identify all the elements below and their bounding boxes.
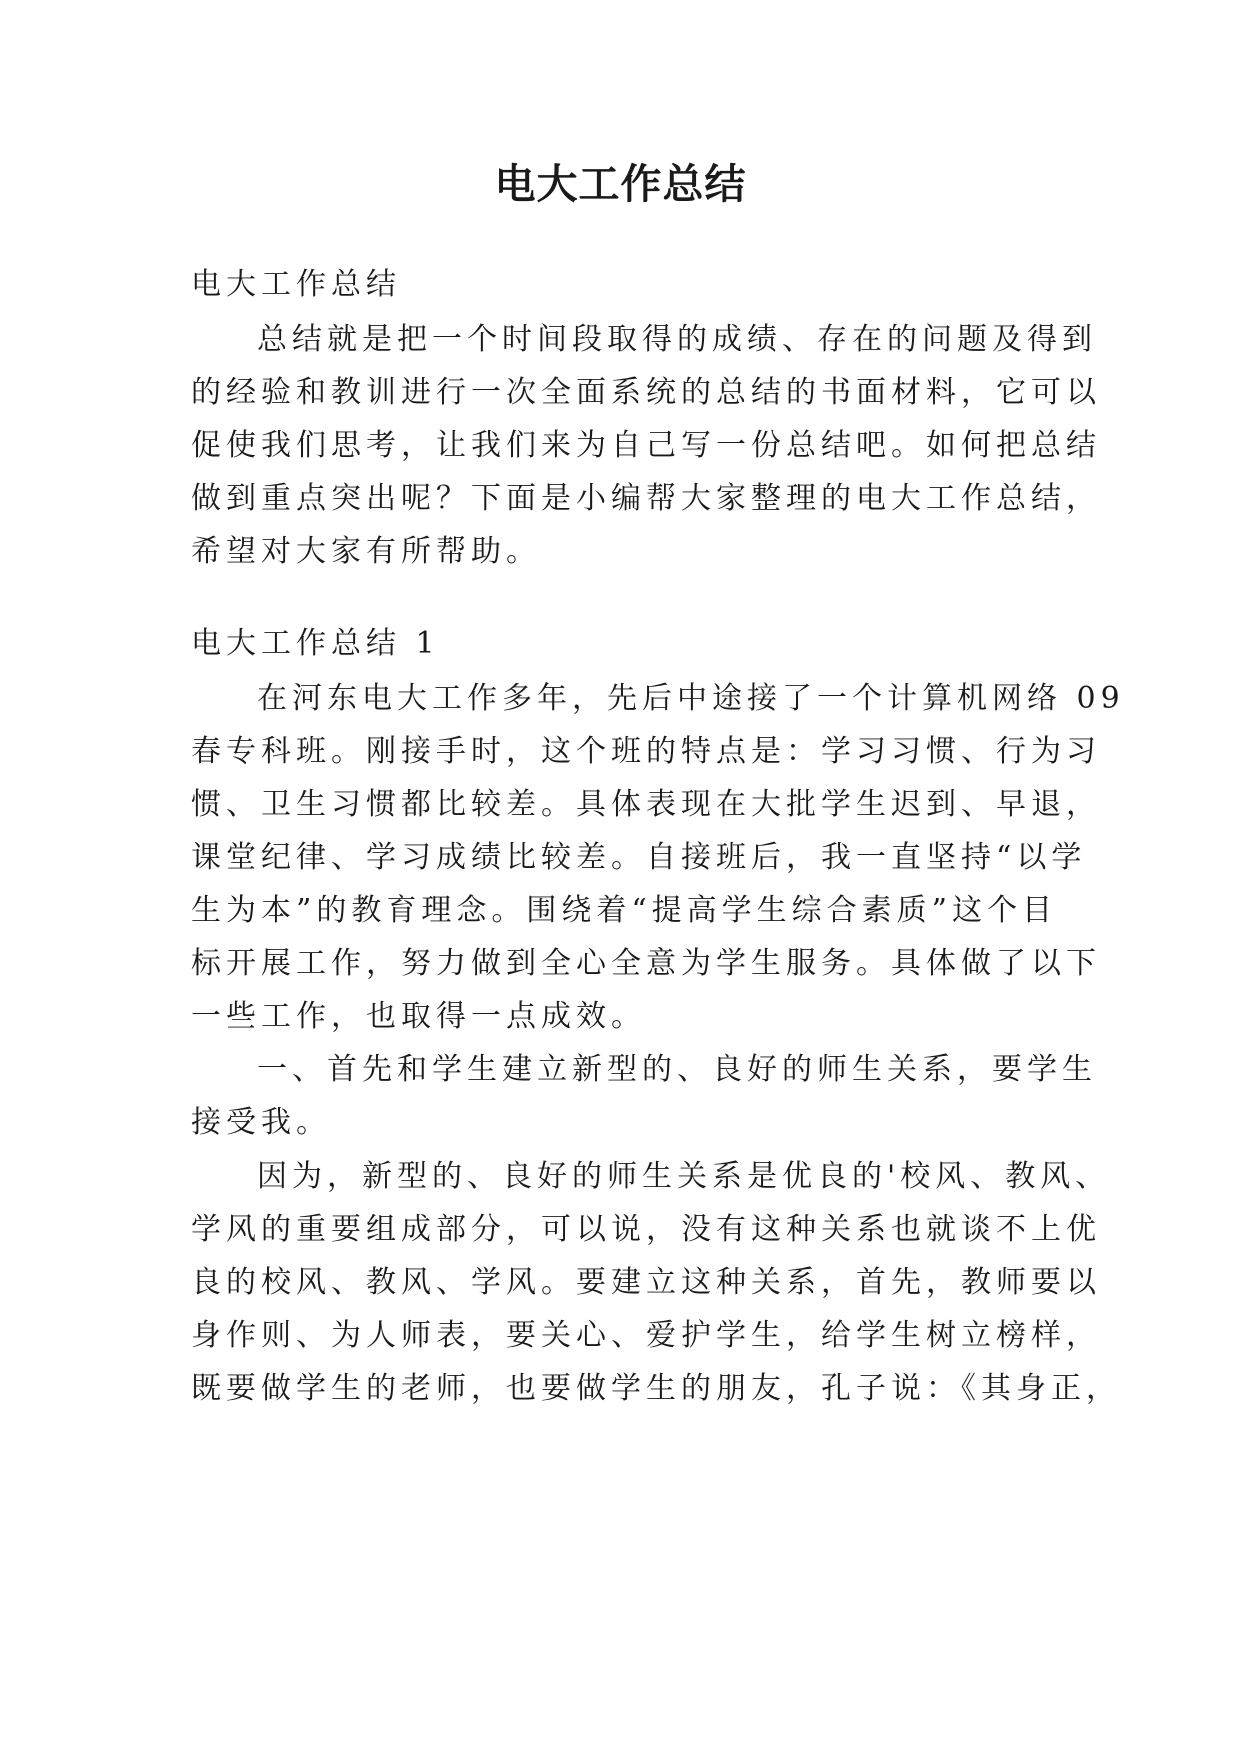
paragraph-line: 接受我。 [191,1105,331,1140]
paragraph-line: 在河东电大工作多年，先后中途接了一个计算机网络 09 [257,681,1125,716]
paragraph-line: 既要做学生的老师，也要做学生的朋友，孔子说：《其身正， [191,1371,1121,1406]
paragraph-line: 标开展工作，努力做到全心全意为学生服务。具体做了以下 [191,946,1101,981]
paragraph-line: 良的校风、教风、学风。要建立这种关系，首先，教师要以 [191,1265,1101,1300]
paragraph-line: 学风的重要组成部分，可以说，没有这种关系也就谈不上优 [191,1212,1101,1247]
paragraph-line: 春专科班。刚接手时，这个班的特点是：学习习惯、行为习 [191,734,1101,769]
paragraph-line: 一些工作，也取得一点成效。 [191,999,646,1034]
section-heading: 电大工作总结 [191,267,401,302]
paragraph-line: 一、首先和学生建立新型的、良好的师生关系，要学生 [257,1052,1097,1087]
paragraph-line: 的经验和教训进行一次全面系统的总结的书面材料，它可以 [191,375,1101,410]
paragraph-line: 课堂纪律、学习成绩比较差。自接班后，我一直坚持“以学 [191,840,1087,875]
document-title: 电大工作总结 [494,160,747,208]
paragraph-line: 因为，新型的、良好的师生关系是优良的'校风、教风、 [257,1159,1111,1194]
paragraph-line: 希望对大家有所帮助。 [191,534,541,569]
paragraph-line: 生为本”的教育理念。围绕着“提高学生综合素质”这个目 [191,893,1058,928]
paragraph-line: 做到重点突出呢？下面是小编帮大家整理的电大工作总结， [191,481,1101,516]
paragraph-line: 惯、卫生习惯都比较差。具体表现在大批学生迟到、早退， [191,787,1101,822]
paragraph-line: 总结就是把一个时间段取得的成绩、存在的问题及得到 [257,322,1097,357]
paragraph-line: 促使我们思考，让我们来为自己写一份总结吧。如何把总结 [191,428,1101,463]
section-heading: 电大工作总结 1 [191,626,440,661]
paragraph-line: 身作则、为人师表，要关心、爱护学生，给学生树立榜样， [191,1318,1101,1353]
